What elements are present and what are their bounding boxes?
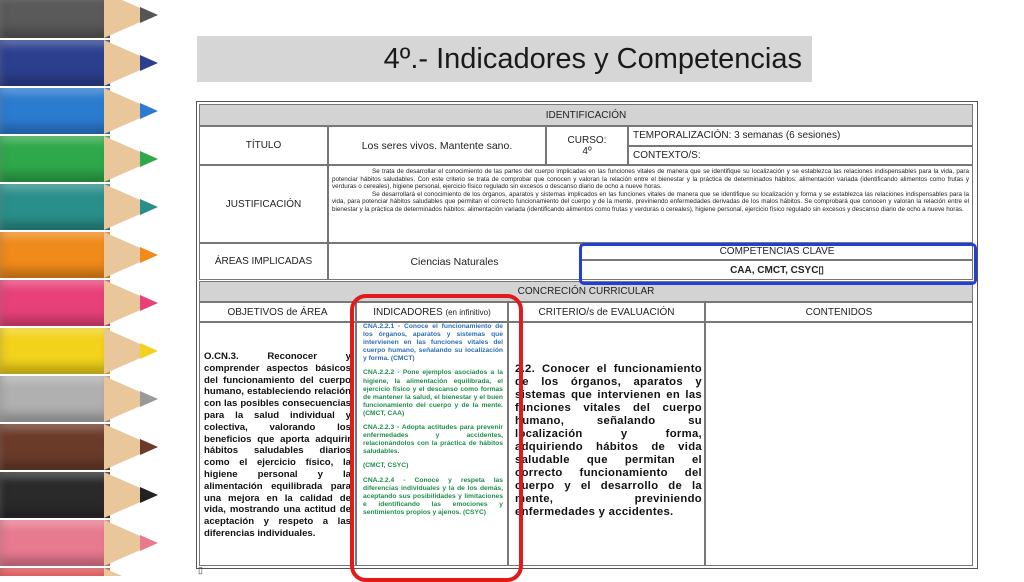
curriculum-table	[196, 101, 978, 569]
contexto: CONTEXTO/S:	[628, 146, 973, 165]
curso-label: CURSO:	[567, 135, 607, 146]
col-objetivos: OBJETIVOS de ÁREA	[199, 302, 356, 322]
titulo-label: TÍTULO	[199, 126, 328, 165]
pencils-decoration	[0, 0, 185, 576]
pencil-image	[0, 0, 185, 38]
col-indicadores-label: INDICADORES	[373, 306, 443, 318]
curso-cell	[546, 126, 628, 165]
curso-value: 4º	[582, 146, 592, 157]
title-bar	[197, 36, 812, 82]
objetivo-cell	[199, 322, 356, 566]
indicador-item: (CMCT, CSYC)	[363, 462, 409, 470]
pencil-image	[0, 328, 185, 374]
col-indicadores-note: (en infinitivo)	[445, 307, 491, 317]
justificacion-paragraph-2: Se desarrollará el conocimiento de los órganos, aparatos y sistemas implicados en las funciones vitales de manera que se identifique su localización y forma y se establezca las relaciones indispensables para la vida, para potenciar hábitos saludables que permitan el correcto funcionamiento del cuerpo y de la mente, previniendo enfermedades derivadas de los malos hábitos. Se comprobará que conocen y valoran la relación entre el bienestar y la práctica de determinados hábitos: alimentación variada (identificando alimentos como frutas y verduras o cereales), higiene personal, ejercicio físico regulado sin excesos y descanso diario de ocho a nueve horas.	[332, 190, 969, 213]
col-criterios: CRITERIO/s de EVALUACIÓN	[508, 302, 705, 322]
justificacion-label: JUSTIFICACIÓN	[199, 165, 328, 243]
pencil-image	[0, 424, 185, 470]
pencil-image	[0, 280, 185, 326]
pencil-image	[0, 232, 185, 278]
footer-mark: ▯	[198, 565, 203, 575]
titulo-value: Los seres vivos. Mantente sano.	[328, 126, 546, 165]
justificacion-text	[328, 165, 973, 243]
criterio-cell	[508, 322, 705, 566]
indicadores-highlight	[350, 294, 523, 582]
indicador-item: CNA.2.2.1 - Conoce el funcionamiento de los órganos, aparatos y sistemas que intervienen en las funciones vitales del cuerpo humano, señalando su localización y forma. (CMCT)	[363, 323, 503, 363]
pencil-image	[0, 184, 185, 230]
pencil-image	[0, 568, 185, 576]
areas-label: ÁREAS IMPLICADAS	[199, 243, 328, 280]
temporalizacion: TEMPORALIZACIÓN: 3 semanas (6 sesiones)	[628, 126, 973, 146]
competencias-header: COMPETENCIAS CLAVE	[581, 243, 973, 260]
col-contenidos: CONTENIDOS	[705, 302, 973, 322]
competencias-highlight	[579, 243, 977, 285]
objetivo-text: O.CN.3. Reconocer y comprender aspectos básicos del funcionamiento del cuerpo humano, estableciendo relación con las posibles consecuencias para la salud individual y colectiva, valorando los beneficios que aporta adquirir hábitos saludables diarios como el ejercicio físico, la higiene personal y la alimentación equilibrada para una mejora en la calidad de vida, mostrando una actitud de aceptación y respeto a las diferencias individuales.	[204, 351, 351, 539]
indicador-item: CNA.2.2.2 - Pone ejemplos asociados a la higiene, la alimentación equilibrada, el ejercicio físico y el descanso como formas de mantener la salud, el bienestar y el buen funcionamiento del cuerpo y de la mente. (CMCT, CAA)	[363, 369, 503, 417]
indicador-item: CNA.2.2.4 - Conoce y respeta las diferencias individuales y la de los demás, aceptando sus posibilidades y limitaciones e identificando las emociones y sentimientos propios y ajenos. (CSYC)	[363, 476, 503, 516]
areas-value: Ciencias Naturales	[328, 243, 581, 280]
pencil-image	[0, 520, 185, 566]
slide-title: 4º.- Indicadores y Competencias	[383, 43, 802, 75]
indicador-item: CNA.2.2.3 - Adopta actitudes para prevenir enfermedades y accidentes, relacionándolos con la práctica de hábitos saludables.	[363, 424, 503, 456]
pencil-image	[0, 88, 185, 134]
pencil-image	[0, 376, 185, 422]
criterio-text: 2.2. Conocer el funcionamiento de los órganos, aparatos y sistemas que intervienen en las funciones vitales del cuerpo humano, señalando su localización y forma, adquiriendo hábitos de vida saludable que permitan el correcto funcionamiento del cuerpo y el desarrollo de la mente, previniendo enfermedades y accidentes.	[515, 363, 702, 518]
competencias-value: CAA, CMCT, CSYC▯	[581, 260, 973, 280]
concrecion-header: CONCRECIÓN CURRICULAR	[199, 281, 973, 302]
pencil-image	[0, 40, 185, 86]
pencil-image	[0, 472, 185, 518]
identificacion-header: IDENTIFICACIÓN	[199, 104, 973, 126]
pencil-image	[0, 136, 185, 182]
contenidos-cell	[705, 322, 973, 566]
justificacion-paragraph-1: Se trata de desarrollar el conocimiento de las partes del cuerpo implicadas en las funciones vitales de manera que se identifique su localización y se establezca las relaciones indispensables para la vida, para potenciar hábitos saludables. Con este criterio se trata de comprobar que conocen y valoran la relación entre el bienestar y la práctica de determinados hábitos: alimentación variada (identificando alimentos como frutas y verduras o cereales), higiene personal, ejercicio físico regulado sin excesos o descanso diario de ocho a nueve horas.	[332, 168, 969, 191]
